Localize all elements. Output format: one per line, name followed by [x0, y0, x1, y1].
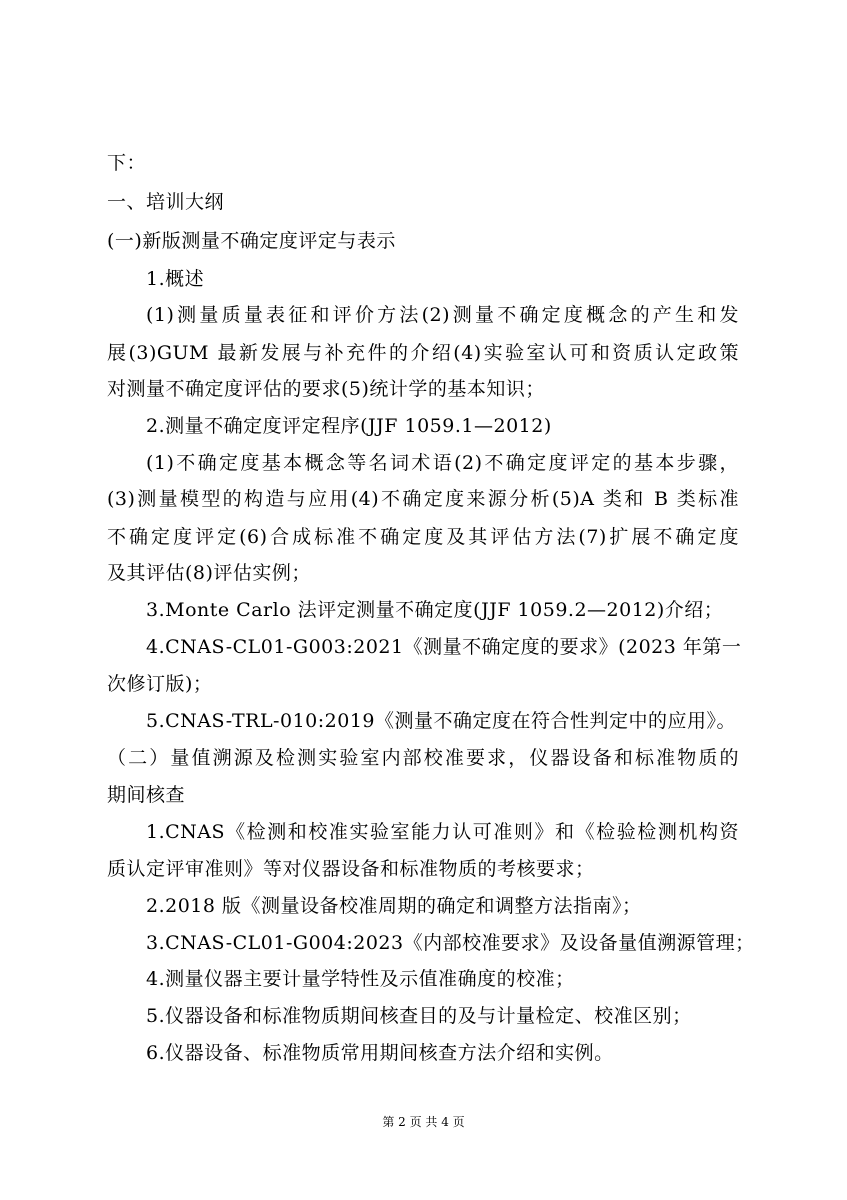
paragraph-line: 对测量不确定度评估的要求(5)统计学的基本知识； [107, 378, 545, 400]
item-heading-1-5: 5.CNAS-TRL-010:2019《测量不确定度在符合性判定中的应用》。 [146, 710, 737, 732]
item-2-5: 5.仪器设备和标准物质期间核查目的及与计量检定、校准区别； [146, 1005, 692, 1027]
item-heading-1-2: 2.测量不确定度评定程序(JJF 1059.1—2012) [146, 415, 552, 437]
item-heading-1-3: 3.Monte Carlo 法评定测量不确定度(JJF 1059.2—2012)介绍； [146, 599, 724, 621]
item-2-2: 2.2018 版《测量设备校准周期的确定和调整方法指南》； [146, 895, 642, 917]
paragraph-line: 展(3)GUM 最新发展与补充件的介绍(4)实验室认可和资质认定政策 [107, 342, 739, 364]
paragraph-line: (1)不确定度基本概念等名词术语(2)不确定度评定的基本步骤， [146, 452, 739, 474]
item-heading-1-1: 1.概述 [146, 268, 205, 290]
section-heading-training-outline: 一、培训大纲 [107, 191, 225, 213]
paragraph-line: (3)测量模型的构造与应用(4)不确定度来源分析(5)A 类和 B 类标准 [107, 488, 739, 510]
item-2-6: 6.仪器设备、标准物质常用期间核查方法介绍和实例。 [146, 1042, 614, 1064]
item-heading-1-4: 4.CNAS-CL01-G003:2021《测量不确定度的要求》(2023 年第一 [146, 636, 742, 658]
paragraph-line: 不确定度评定(6)合成标准不确定度及其评估方法(7)扩展不确定度 [107, 526, 739, 548]
paragraph-line: (1)测量质量表征和评价方法(2)测量不确定度概念的产生和发 [146, 304, 739, 326]
paragraph-line: 次修订版)； [107, 673, 213, 695]
item-2-3: 3.CNAS-CL01-G004:2023《内部校准要求》及设备量值溯源管理； [146, 932, 755, 954]
subsection-heading-1: (一)新版测量不确定度评定与表示 [107, 230, 396, 252]
subsection-heading-2-cont: 期间核查 [107, 784, 186, 806]
text-line-1: 下： [107, 152, 147, 174]
subsection-heading-2: （二）量值溯源及检测实验室内部校准要求，仪器设备和标准物质的 [107, 747, 739, 769]
item-2-1: 1.CNAS《检测和校准实验室能力认可准则》和《检验检测机构资 [146, 821, 739, 843]
paragraph-line: 质认定评审准则》等对仪器设备和标准物质的考核要求； [107, 858, 595, 880]
page-number-footer: 第 2 页 共 4 页 [382, 1115, 465, 1129]
paragraph-line: 及其评估(8)评估实例； [107, 562, 311, 584]
item-2-4: 4.测量仪器主要计量学特性及示值准确度的校准； [146, 968, 575, 990]
